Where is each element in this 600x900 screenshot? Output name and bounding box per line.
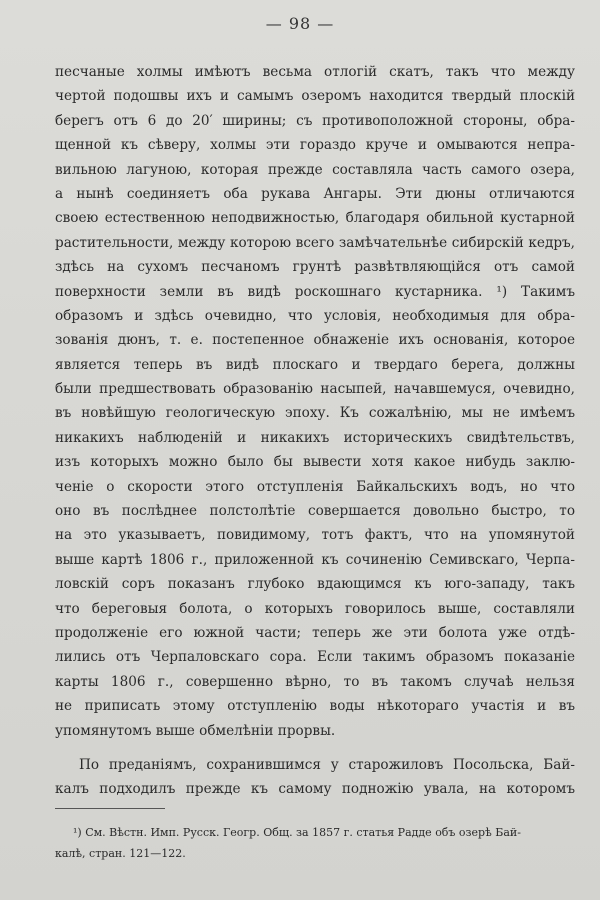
footnotes [55,822,575,864]
text-line: не приписать этому отступленію воды нѣкотораго участія и въ [55,698,575,715]
text-line: поверхности земли въ видѣ роскошнаго кустарника. ¹) Такимъ [55,283,575,300]
text-line: является теперь въ видѣ плоскаго и твердаго берега, должны [55,356,575,373]
text-line: своею естественною неподвижностью, благодаря обильной кустарной [55,210,575,227]
text-line: ченіе о скорости этого отступленія Байкальскихъ водъ, но что [55,478,575,495]
text-line: лились отъ Черпаловскаго сора. Если такимъ образомъ показаніе [55,649,575,666]
text-line: что береговыя болота, о которыхъ говорилось выше, составляли [55,600,575,617]
text-line: здѣсь на сухомъ песчаномъ грунтѣ развѣтвляющійся отъ самой [55,259,575,276]
text-line: По преданіямъ, сохранившимся у старожиловъ Посольска, Бай- [79,756,575,773]
text-line: оно въ послѣднее полстолѣтіе совершается довольно быстро, то [55,503,575,520]
text-line: берегъ отъ 6 до 20′ ширины; съ противоположной стороны, обра- [55,112,575,129]
footnote-line: ¹) См. Вѣстн. Имп. Русск. Геогр. Общ. за 1857 г. статья Радде объ озерѣ Бай- [73,826,521,839]
text-line: зованія дюнъ, т. е. постепенное обнаженіе ихъ основанія, которое [55,332,575,349]
text-line: никакихъ наблюденій и никакихъ историческихъ свидѣтельствъ, [55,429,575,446]
text-line: выше картѣ 1806 г., приложенной къ сочиненію Семивскаго, Черпа- [55,551,575,568]
body-text [55,60,575,802]
text-line: въ новѣйшую геологическую эпоху. Къ сожалѣнію, мы не имѣемъ [55,405,575,422]
text-line: изъ которыхъ можно было бы вывести хотя какое нибудь заклю- [55,454,575,471]
text-line: образомъ и здѣсь очевидно, что условія, необходимыя для обра- [55,307,575,324]
text-line: вильною лагуною, которая прежде составляла часть самого озера, [55,161,575,178]
text-line: растительности, между которою всего замѣчательнѣе сибирскій кедръ, [55,234,575,251]
text-line: щенной къ сѣверу, холмы эти гораздо круче и омываются непра- [55,137,575,154]
text-line: ловскій соръ показанъ глубоко вдающимся къ юго-западу, такъ [55,576,575,593]
text-line: на это указываетъ, повидимому, тотъ фактъ, что на упомянутой [55,527,575,544]
text-line: чертой подошвы ихъ и самымъ озеромъ находится твердый плоскій [55,88,575,105]
text-line: были предшествовать образованію насыпей, начавшемуся, очевидно, [55,381,575,398]
paragraph-1 [55,60,575,743]
footnote-divider [55,808,165,809]
text-line: продолженіе его южной части; теперь же эти болота уже отдѣ- [55,624,575,641]
paragraph-gap [55,743,575,753]
page-number: — 98 — [265,14,335,33]
footnote-line: калѣ, стран. 121—122. [55,847,186,860]
text-line: карты 1806 г., совершенно вѣрно, то въ такомъ случаѣ нельзя [55,673,575,690]
text-line: а нынѣ соединяетъ оба рукава Ангары. Эти дюны отличаются [55,185,575,202]
paragraph-2 [55,753,575,802]
text-line: упомянутомъ выше обмелѣніи прорвы. [55,722,336,739]
text-line: калъ подходилъ прежде къ самому подножію увала, на которомъ [55,781,575,798]
text-line: песчаные холмы имѣютъ весьма отлогій скатъ, такъ что между [55,64,575,80]
